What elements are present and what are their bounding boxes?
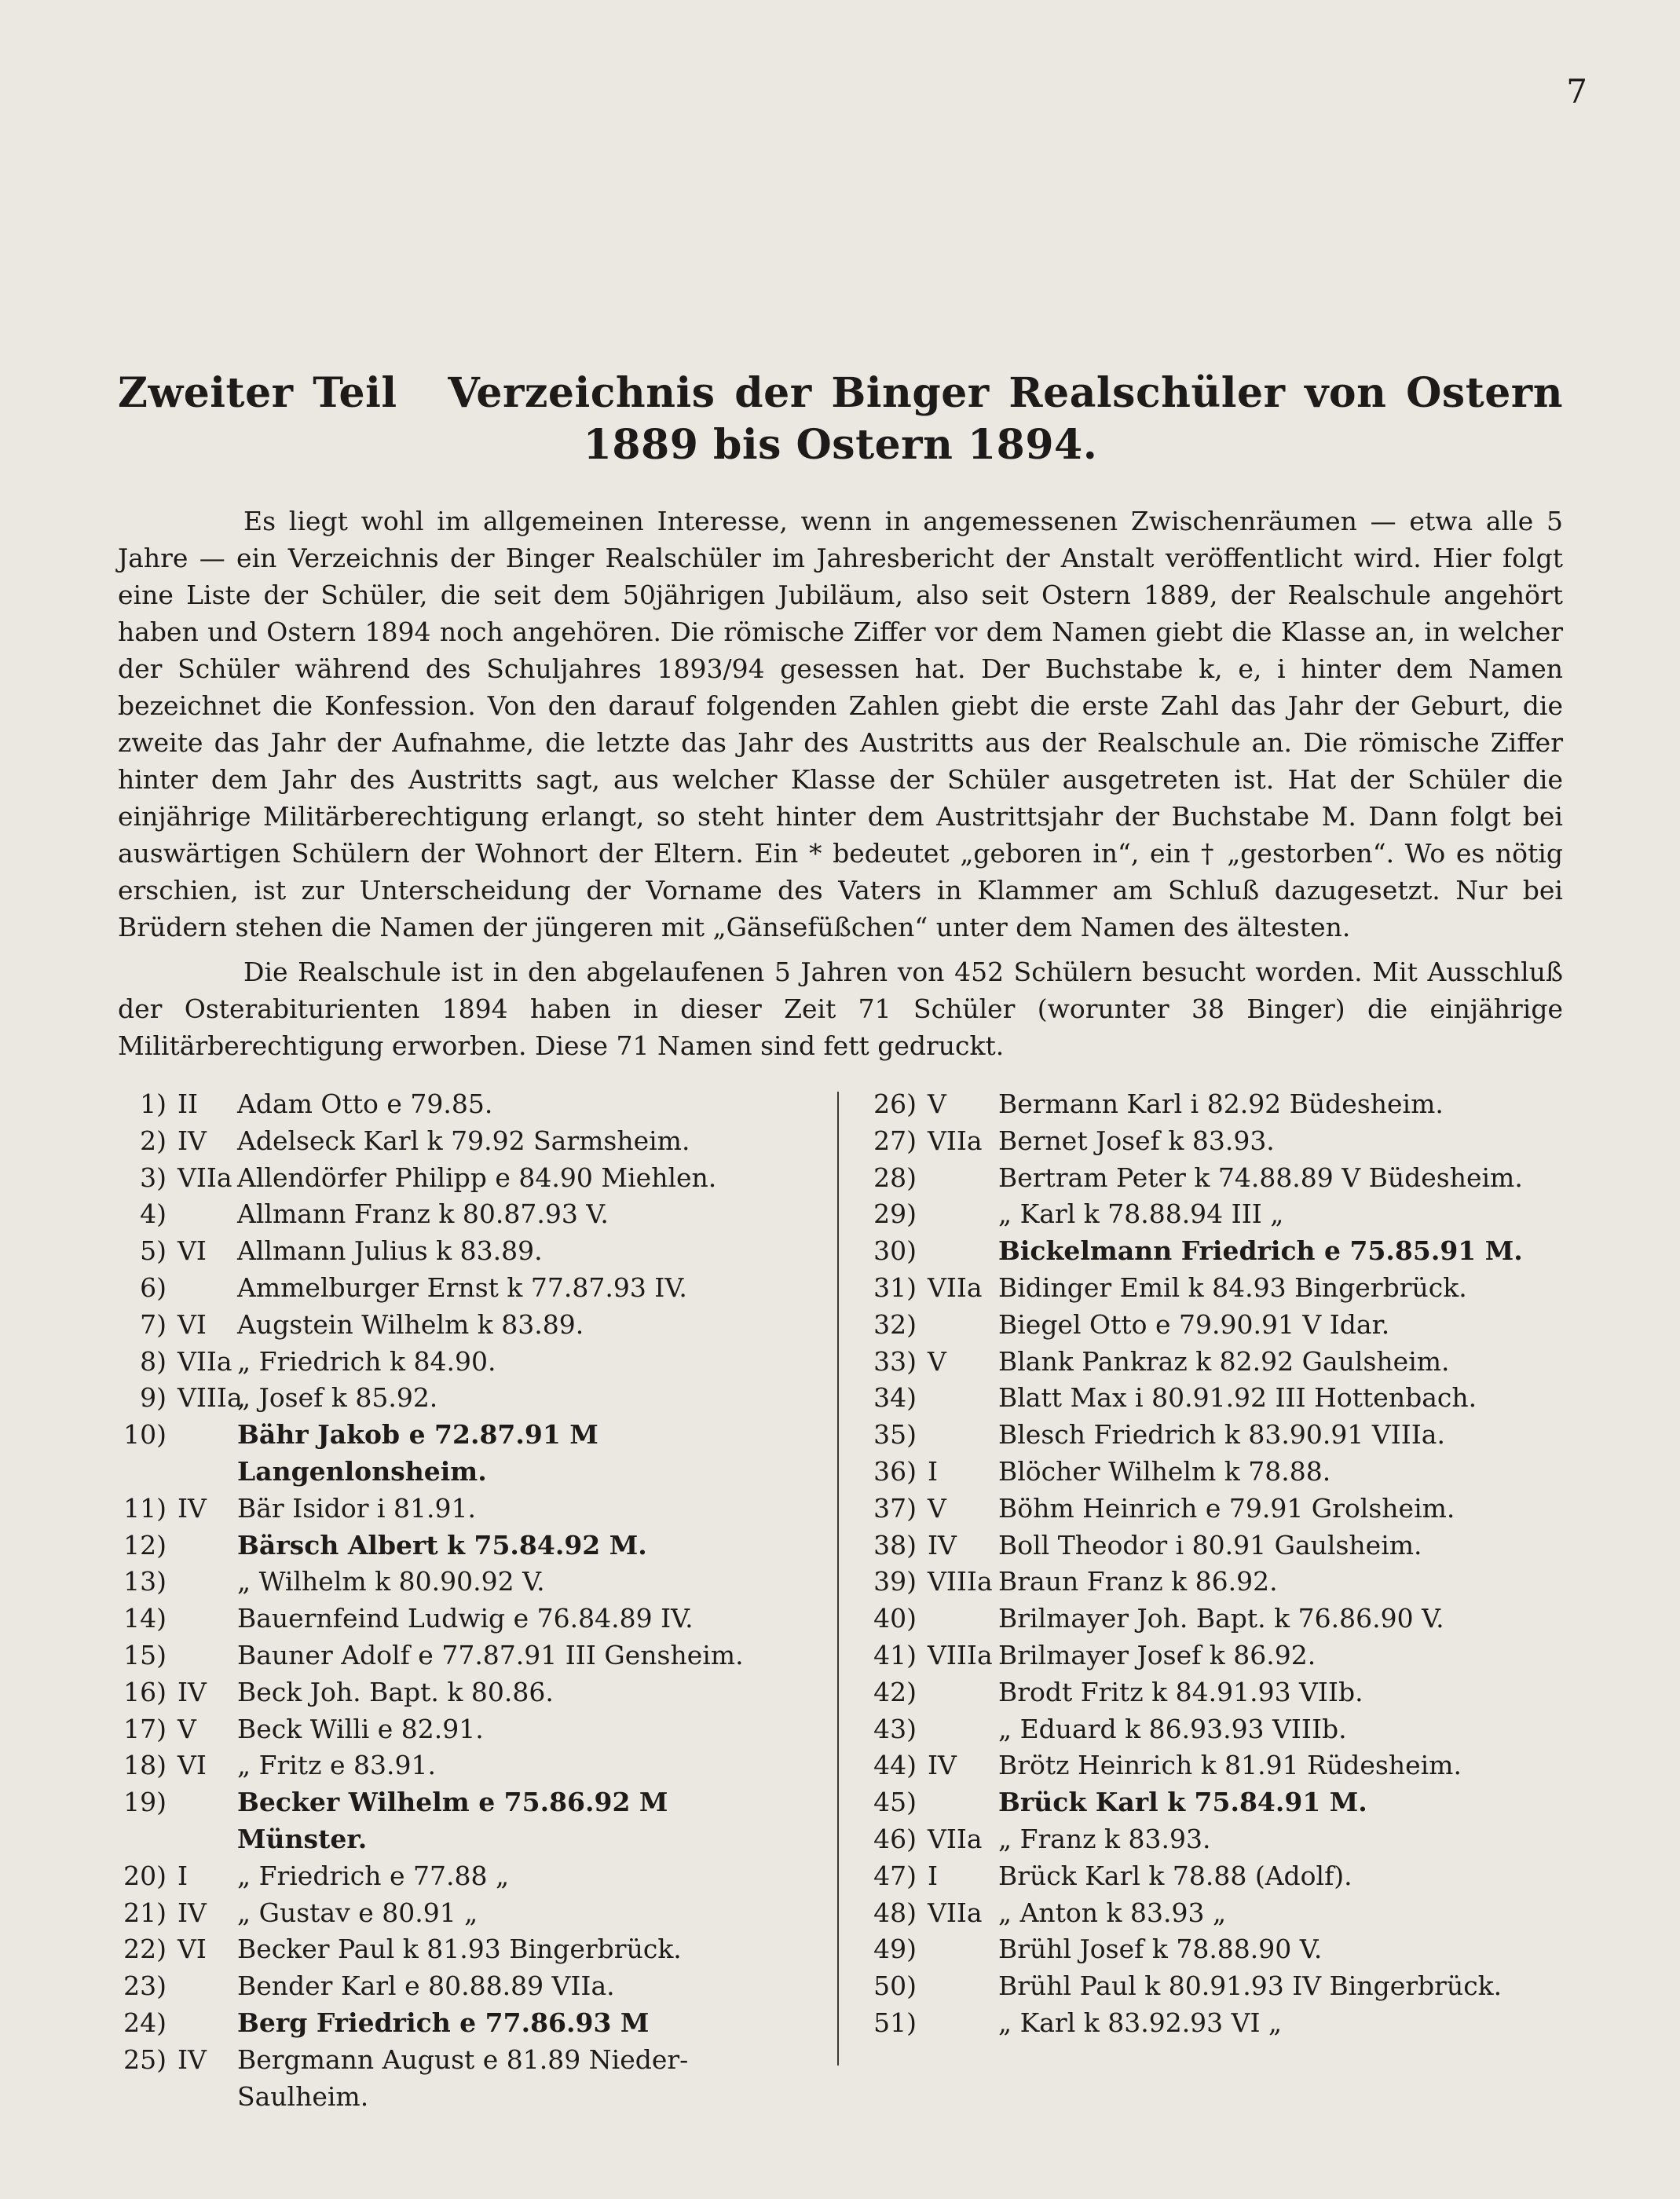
student-list-left [118,1086,801,2115]
entry-text: Brühl Josef k 78.88.90 V. [998,1934,1323,1965]
entry-class [923,1674,998,1711]
entry-class: VIIa [928,1271,983,1303]
entry-text: Brilmayer Josef k 86.92. [998,1639,1316,1670]
entry-class [173,2005,237,2042]
entry-class [923,1968,998,2005]
entry-text: Braun Franz k 86.92. [998,1566,1278,1597]
entry-class [923,1233,998,1270]
heading-title: Verzeichnis der Binger Realschüler von Ostern 1889 bis Ostern 1894. [448,369,1563,469]
student-entry [118,1528,801,1564]
entry-class: I [178,1860,188,1891]
entry-number: 4) [140,1198,167,1230]
entry-number: 8) [140,1345,167,1377]
entry-number: 22) [123,1934,167,1965]
entry-number: 35) [873,1419,917,1451]
entry-text: Becker Wilhelm e 75.86.92 M Münster. [237,1787,668,1854]
entry-class [173,1601,237,1637]
entry-text: „ Anton k 83.93 „ [998,1897,1227,1928]
student-entry [868,1637,1575,1674]
intro-text [118,503,1563,1064]
student-entry [118,1747,801,1784]
entry-number: 43) [873,1713,917,1744]
entry-number: 20) [123,1860,167,1891]
student-entry [118,1233,801,1270]
entry-class [923,1307,998,1344]
student-entry [118,1160,801,1197]
entry-text: Blöcher Wilhelm k 78.88. [998,1455,1331,1487]
student-entry [868,1931,1575,1968]
student-entry [118,1601,801,1637]
entry-class: IV [928,1529,957,1561]
entry-class: V [928,1492,946,1524]
entry-text: Allmann Franz k 80.87.93 V. [237,1198,609,1230]
student-entry [868,1858,1575,1895]
entry-class: VIIa [178,1162,232,1193]
entry-text: Adelseck Karl k 79.92 Sarmsheim. [237,1125,690,1156]
entry-number: 18) [123,1750,167,1781]
entry-text: „ Gustav e 80.91 „ [237,1897,478,1928]
entry-text: Bähr Jakob e 72.87.91 M Langenlonsheim. [237,1419,598,1487]
entry-number: 41) [873,1639,917,1670]
entry-text: „ Friedrich e 77.88 „ [237,1860,510,1891]
entry-number: 2) [140,1125,167,1156]
entry-number: 16) [123,1676,167,1707]
entry-class [173,1784,237,1858]
entry-text: Boll Theodor i 80.91 Gaulsheim. [998,1529,1422,1561]
entry-number: 48) [873,1897,917,1928]
student-entry [868,1380,1575,1417]
entry-text: Blank Pankraz k 82.92 Gaulsheim. [998,1345,1450,1377]
entry-text: Bauernfeind Ludwig e 76.84.89 IV. [237,1603,694,1634]
entry-number: 14) [123,1603,167,1634]
entry-number: 7) [140,1308,167,1340]
entry-number: 51) [873,2007,917,2038]
student-entry [118,1858,801,1895]
entry-class: VIIIa [928,1639,993,1670]
entry-number: 12) [123,1529,167,1561]
entry-text: Ammelburger Ernst k 77.87.93 IV. [237,1271,687,1303]
student-entry [868,1821,1575,1858]
entry-number: 31) [873,1271,917,1303]
student-entry [868,1307,1575,1344]
student-entry [868,1747,1575,1784]
entry-class: II [178,1089,199,1119]
entry-class: I [928,1455,939,1487]
student-entry [118,1086,801,1123]
entry-number: 28) [873,1162,917,1193]
student-entry [868,1895,1575,1932]
entry-class: VI [178,1750,207,1781]
entry-number: 9) [140,1382,167,1414]
entry-text: Brühl Paul k 80.91.93 IV Bingerbrück. [998,1970,1502,2002]
entry-text: Berg Friedrich e 77.86.93 M [237,2007,650,2038]
student-entry [868,1086,1575,1123]
entry-number: 47) [873,1860,917,1891]
entry-text: Blatt Max i 80.91.92 III Hottenbach. [998,1382,1477,1414]
entry-number: 39) [873,1566,917,1597]
entry-class: IV [178,1897,207,1928]
entry-number: 46) [873,1823,917,1854]
page-number: 7 [1566,72,1587,111]
entry-text: Bär Isidor i 81.91. [237,1492,476,1524]
student-entry [868,1233,1575,1270]
entry-number: 15) [123,1639,167,1670]
student-entry [868,1196,1575,1233]
entry-text: Brilmayer Joh. Bapt. k 76.86.90 V. [998,1603,1444,1634]
entry-class: IV [178,1676,207,1707]
entry-text: Bender Karl e 80.88.89 VIIa. [237,1970,615,2002]
entry-text: „ Franz k 83.93. [998,1823,1211,1854]
entry-class [923,1711,998,1748]
entry-number: 30) [873,1235,917,1267]
entry-class [173,1270,237,1307]
student-entry [118,1123,801,1160]
entry-number: 10) [123,1419,167,1451]
entry-number: 23) [123,1970,167,2002]
entry-class [923,1931,998,1968]
entry-text: Bickelmann Friedrich e 75.85.91 M. [998,1235,1523,1267]
entry-number: 33) [873,1345,917,1377]
part-label: Zweiter Teil [118,369,397,417]
entry-text: Bergmann August e 81.89 Nieder-Saulheim. [237,2043,689,2112]
entry-class: I [928,1860,939,1891]
entry-number: 36) [873,1455,917,1487]
entry-number: 45) [873,1787,917,1818]
student-entry [118,1895,801,1932]
entry-text: Bermann Karl i 82.92 Büdesheim. [998,1089,1444,1119]
student-entry [118,2042,801,2116]
entry-text: Brodt Fritz k 84.91.93 VIIb. [998,1676,1363,1707]
entry-number: 40) [873,1603,917,1634]
student-entry [118,2005,801,2042]
entry-class: VI [178,1235,207,1267]
student-entry [868,1491,1575,1528]
student-entry [118,1711,801,1748]
entry-class [173,1637,237,1674]
entry-number: 17) [123,1713,167,1744]
entry-class: V [928,1089,946,1119]
entry-text: Bauner Adolf e 77.87.91 III Gensheim. [237,1639,744,1670]
entry-number: 3) [140,1162,167,1193]
entry-text: Blesch Friedrich k 83.90.91 VIIIa. [998,1419,1445,1451]
entry-text: Bernet Josef k 83.93. [998,1125,1275,1156]
entry-number: 11) [123,1492,167,1524]
student-entry [868,1601,1575,1637]
entry-class: V [178,1713,196,1744]
entry-text: „ Fritz e 83.91. [237,1750,436,1781]
student-entry [118,1968,801,2005]
entry-text: Allendörfer Philipp e 84.90 Miehlen. [237,1162,717,1193]
entry-text: Allmann Julius k 83.89. [237,1235,543,1267]
student-entry [868,1674,1575,1711]
student-entry [868,1270,1575,1307]
entry-text: Beck Joh. Bapt. k 80.86. [237,1676,554,1707]
student-entry [118,1270,801,1307]
intro-paragraph: Die Realschule ist in den abgelaufenen 5 Jahren von 452 Schülern besucht worden. Mit Ausschluß der Osterabiturienten 1894 haben in dieser Zeit 71 Schüler (worunter 38 Binger) die einjährige Militärberechtigung erworben. Diese 71 Namen sind fett gedruckt. [118,957,1563,1061]
entry-text: „ Friedrich k 84.90. [237,1345,496,1377]
entry-number: 26) [873,1089,917,1119]
student-entry [868,1968,1575,2005]
entry-class: VIIa [928,1125,983,1156]
entry-text: Adam Otto e 79.85. [237,1089,493,1119]
student-entry [118,1196,801,1233]
student-entry [868,1417,1575,1454]
entry-class: IV [178,1492,207,1524]
entry-number: 6) [140,1271,167,1303]
entry-number: 37) [873,1492,917,1524]
entry-class [923,1196,998,1233]
entry-class: VIIa [928,1823,983,1854]
entry-number: 29) [873,1198,917,1230]
entry-class [173,1968,237,2005]
entry-class [173,1417,237,1491]
entry-number: 27) [873,1125,917,1156]
student-entry [868,1344,1575,1381]
intro-paragraph: Es liegt wohl im allgemeinen Interesse, wenn in angemessenen Zwischenräumen — etwa alle 5 Jahre — ein Verzeichnis der Binger Realschüler im Jahresbericht der Anstalt veröffentlicht wird. Hier folgt eine Liste der Schüler, die seit dem 50jährigen Jubiläum, also seit Ostern 1889, der Realschule angehört haben und Ostern 1894 noch angehören. Die römische Ziffer vor dem Namen giebt die Klasse an, in welcher der Schüler während des Schuljahres 1893/94 gesessen hat. Der Buchstabe k, e, i hinter dem Namen bezeichnet die Konfession. Von den darauf folgenden Zahlen giebt die erste Zahl das Jahr der Geburt, die zweite das Jahr der Aufnahme, die letzte das Jahr des Austritts aus der Realschule an. Die römische Ziffer hinter dem Jahr des Austritts sagt, aus welcher Klasse der Schüler ausgetreten ist. Hat der Schüler die einjährige Militärberechtigung erlangt, so steht hinter dem Austrittsjahr der Buchstabe M. Dann folgt bei auswärtigen Schülern der Wohnort der Eltern. Ein * bedeutet „geboren in“, ein † „gestorben“. Wo es nötig erschien, ist zur Unterscheidung der Vorname des Vaters in Klammer am Schluß dazugesetzt. Nur bei Brüdern stehen die Namen der jüngeren mit „Gänsefüßchen“ unter dem Namen des ältesten. [118,506,1563,942]
entry-number: 24) [123,2007,167,2038]
entry-number: 21) [123,1897,167,1928]
entry-class: IV [928,1750,957,1781]
entry-text: „ Wilhelm k 80.90.92 V. [237,1566,545,1597]
entry-number: 19) [123,1787,167,1818]
entry-class [923,1160,998,1197]
student-entry [868,1564,1575,1601]
entry-number: 5) [140,1235,167,1267]
entry-class: VIIa [928,1897,983,1928]
student-entry [868,1123,1575,1160]
student-entry [118,1307,801,1344]
entry-text: „ Eduard k 86.93.93 VIIIb. [998,1713,1347,1744]
entry-class: VI [178,1934,207,1965]
entry-text: Böhm Heinrich e 79.91 Grolsheim. [998,1492,1455,1524]
entry-number: 49) [873,1934,917,1965]
entry-number: 13) [123,1566,167,1597]
entry-class: VI [178,1308,207,1340]
student-entry [118,1637,801,1674]
student-entry [118,1784,801,1858]
entry-text: Brück Karl k 75.84.91 M. [998,1787,1367,1818]
entry-number: 38) [873,1529,917,1561]
entry-text: „ Josef k 85.92. [237,1382,438,1414]
entry-class [173,1528,237,1564]
student-entry [868,1454,1575,1491]
section-heading [118,368,1563,471]
student-list-right [868,1086,1575,2042]
entry-text: Brötz Heinrich k 81.91 Rüdesheim. [998,1750,1462,1781]
entry-text: Biegel Otto e 79.90.91 V Idar. [998,1308,1390,1340]
student-entry [868,1784,1575,1821]
entry-class [173,1196,237,1233]
entry-class [923,1417,998,1454]
entry-class: VIIIa [928,1566,993,1597]
entry-text: Augstein Wilhelm k 83.89. [237,1308,584,1340]
entry-text: Becker Paul k 81.93 Bingerbrück. [237,1934,682,1965]
student-entry [118,1491,801,1528]
student-entry [868,1160,1575,1197]
entry-class: IV [178,2043,207,2075]
entry-class: IV [178,1125,207,1156]
entry-text: Beck Willi e 82.91. [237,1713,484,1744]
entry-class [923,1601,998,1637]
entry-text: „ Karl k 83.92.93 VI „ [998,2007,1283,2038]
entry-text: Bidinger Emil k 84.93 Bingerbrück. [998,1271,1467,1303]
student-entry [868,2005,1575,2042]
student-entry [118,1564,801,1601]
student-entry [868,1528,1575,1564]
entry-class: VIIIa [178,1382,243,1414]
entry-class: V [928,1345,946,1377]
entry-number: 32) [873,1308,917,1340]
entry-class [923,1784,998,1821]
entry-number: 25) [123,2043,167,2075]
student-entry [118,1380,801,1417]
entry-class: VIIa [178,1345,232,1377]
student-entry [118,1931,801,1968]
entry-number: 34) [873,1382,917,1414]
entry-class [923,2005,998,2042]
student-entry [118,1344,801,1381]
entry-number: 44) [873,1750,917,1781]
column-divider [837,1092,839,2065]
entry-number: 50) [873,1970,917,2002]
entry-class [923,1380,998,1417]
student-entry [118,1674,801,1711]
student-entry [868,1711,1575,1748]
entry-text: „ Karl k 78.88.94 III „ [998,1198,1284,1230]
entry-text: Bertram Peter k 74.88.89 V Büdesheim. [998,1162,1523,1193]
entry-number: 1) [140,1089,167,1119]
entry-number: 42) [873,1676,917,1707]
entry-class [173,1564,237,1601]
entry-text: Bärsch Albert k 75.84.92 M. [237,1529,647,1561]
entry-text: Brück Karl k 78.88 (Adolf). [998,1860,1352,1891]
student-entry [118,1417,801,1491]
